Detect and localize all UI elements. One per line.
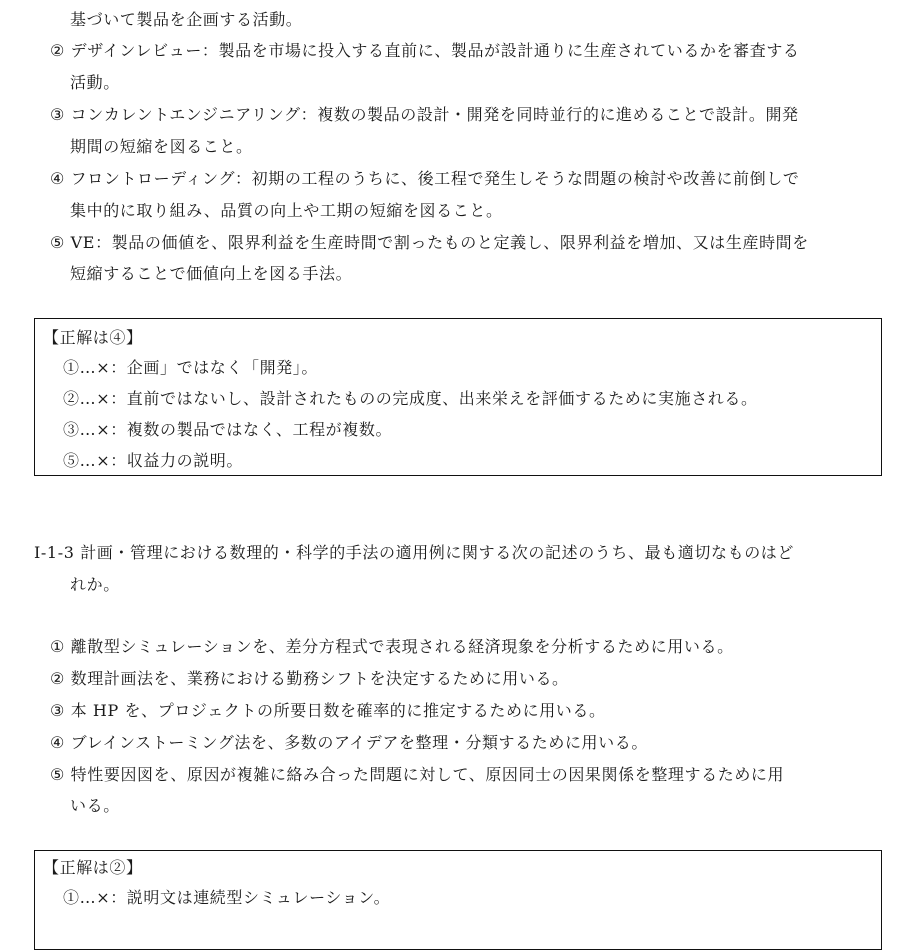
q1-answer-box bbox=[34, 318, 882, 476]
q2-option-3-text: 本 HP を、プロジェクトの所要日数を確率的に推定するために用いる。 bbox=[70, 701, 606, 720]
q1-answer-line-2: ②…×：直前ではないし、設計されたものの完成度、出来栄えを評価するために実施される。 bbox=[63, 389, 758, 408]
q2-answer-title: 【正解は②】 bbox=[43, 858, 143, 877]
q1-option-4-line1 bbox=[50, 168, 799, 190]
q2-option-2 bbox=[50, 668, 569, 690]
q1-option-2-marker: ② bbox=[50, 41, 65, 60]
q2-option-4-marker: ④ bbox=[50, 733, 65, 752]
q1-option-4-marker: ④ bbox=[50, 169, 65, 188]
q2-option-2-marker: ② bbox=[50, 669, 65, 688]
q1-option-3-line1 bbox=[50, 104, 799, 126]
q2-option-1 bbox=[50, 636, 734, 658]
q2-question-text: 計画・管理における数理的・科学的手法の適用例に関する次の記述のうち、最も適切なものはど bbox=[80, 543, 794, 562]
q1-option-5-line2: 短縮することで価値向上を図る手法。 bbox=[70, 264, 353, 283]
q1-option-2-line1 bbox=[50, 40, 800, 62]
q2-option-3-marker: ③ bbox=[50, 701, 65, 720]
q1-option-5-text: VE：製品の価値を、限界利益を生産時間で割ったものと定義し、限界利益を増加、又は生産時間を bbox=[70, 233, 809, 252]
q1-option-2-text: デザインレビュー：製品を市場に投入する直前に、製品が設計通りに生産されているかを審査する bbox=[70, 41, 800, 60]
q1-option-5-line1 bbox=[50, 232, 809, 254]
q1-option-5-marker: ⑤ bbox=[50, 233, 65, 252]
q2-question-line1 bbox=[34, 542, 794, 564]
q1-answer-line-3: ③…×：複数の製品ではなく、工程が複数。 bbox=[63, 420, 393, 439]
q2-option-5-line1 bbox=[50, 764, 784, 786]
q2-option-5-marker: ⑤ bbox=[50, 765, 65, 784]
q1-option-2-line2: 活動。 bbox=[70, 73, 120, 92]
q1-answer-title: 【正解は④】 bbox=[43, 328, 143, 347]
q2-option-2-text: 数理計画法を、業務における勤務シフトを決定するために用いる。 bbox=[70, 669, 569, 688]
q1-option-3-marker: ③ bbox=[50, 105, 65, 124]
q2-option-5-line2: いる。 bbox=[70, 796, 120, 815]
q1-option-3-line2: 期間の短縮を図ること。 bbox=[70, 137, 253, 156]
q1-answer-line-4: ⑤…×：収益力の説明。 bbox=[63, 451, 244, 470]
q1-option-4-line2: 集中的に取り組み、品質の向上や工期の短縮を図ること。 bbox=[70, 201, 503, 220]
q2-number: I-1-3 bbox=[34, 543, 75, 562]
q2-option-1-text: 離散型シミュレーションを、差分方程式で表現される経済現象を分析するために用いる。 bbox=[70, 637, 734, 656]
q2-option-1-marker: ① bbox=[50, 637, 65, 656]
q2-answer-line-1: ①…×：説明文は連続型シミュレーション。 bbox=[63, 888, 391, 907]
q1-option-4-text: フロントローディング：初期の工程のうちに、後工程で発生しそうな問題の検討や改善に前倒しで bbox=[70, 169, 800, 188]
q2-option-4 bbox=[50, 732, 648, 754]
q1-continuation-text: 基づいて製品を企画する活動。 bbox=[70, 10, 303, 29]
q2-option-5-text: 特性要因図を、原因が複雑に絡み合った問題に対して、原因同士の因果関係を整理するために用 bbox=[70, 765, 785, 784]
q1-option-3-text: コンカレントエンジニアリング：複数の製品の設計・開発を同時並行的に進めることで設計。開発 bbox=[70, 105, 799, 124]
q2-option-3 bbox=[50, 700, 606, 722]
q2-option-4-text: ブレインストーミング法を、多数のアイデアを整理・分類するために用いる。 bbox=[70, 733, 648, 752]
q2-question-line2: れか。 bbox=[70, 575, 120, 594]
q1-answer-line-1: ①…×：企画」ではなく「開発」。 bbox=[63, 358, 319, 377]
q2-answer-box bbox=[34, 850, 882, 950]
